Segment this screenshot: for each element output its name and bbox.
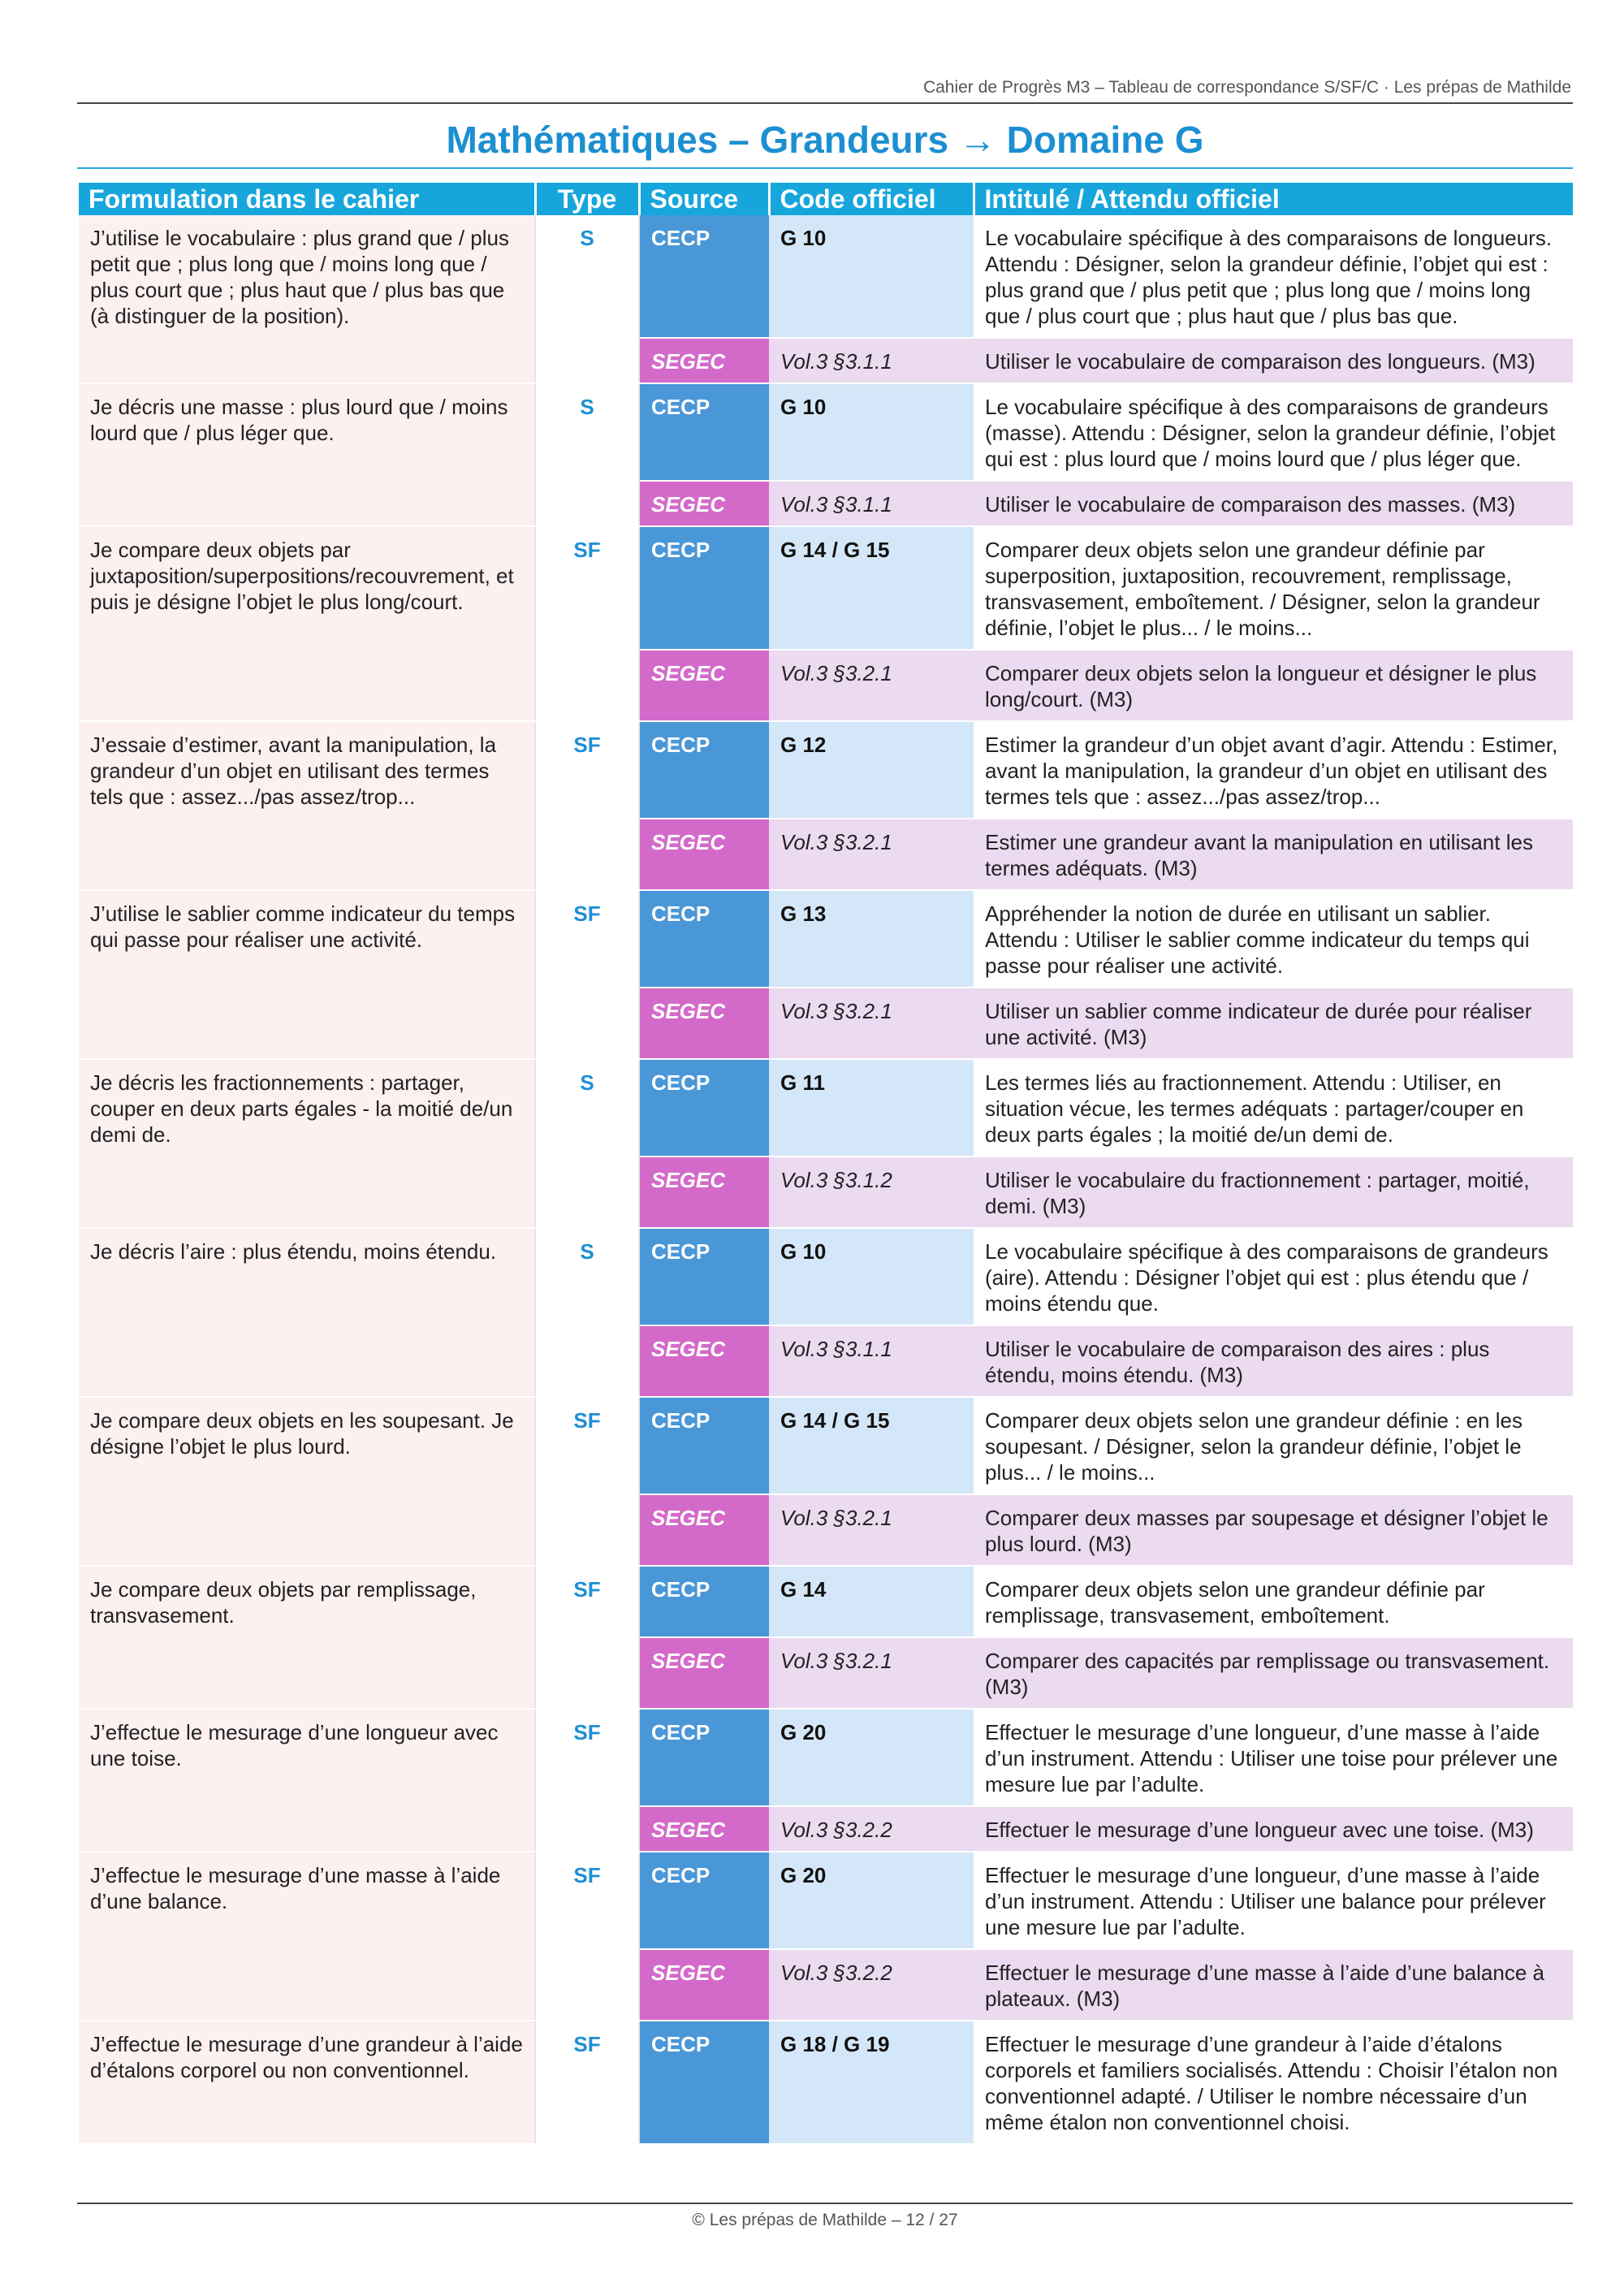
cell-code: G 10 xyxy=(769,215,974,338)
cell-code: G 20 xyxy=(769,1709,974,1806)
cell-intitule: Effectuer le mesurage d’une longueur avec une toise. (M3) xyxy=(974,1806,1573,1852)
cell-source: SEGEC xyxy=(639,819,769,890)
col-header-intitule: Intitulé / Attendu officiel xyxy=(974,183,1573,215)
table-row xyxy=(79,1397,1573,1494)
col-header-formulation: Formulation dans le cahier xyxy=(79,183,535,215)
cell-intitule: Utiliser le vocabulaire de comparaison des aires : plus étendu, moins étendu. (M3) xyxy=(974,1325,1573,1397)
cell-intitule: Utiliser le vocabulaire du fractionnement : partager, moitié, demi. (M3) xyxy=(974,1156,1573,1228)
cell-source: CECP xyxy=(639,2021,769,2144)
table-row xyxy=(79,1059,1573,1156)
table-header xyxy=(79,183,1573,215)
cell-source: SEGEC xyxy=(639,1806,769,1852)
col-header-type: Type xyxy=(535,183,639,215)
correspondence-table xyxy=(79,183,1573,2145)
cell-type-badge: S xyxy=(535,383,639,526)
cell-source: SEGEC xyxy=(639,1637,769,1709)
cell-formulation: J’effectue le mesurage d’une longueur avec une toise. xyxy=(79,1709,535,1852)
cell-code: G 14 / G 15 xyxy=(769,526,974,650)
page-title: Mathématiques – Grandeurs → Domaine G xyxy=(446,119,1204,161)
cell-intitule: Effectuer le mesurage d’une longueur, d’une masse à l’aide d’un instrument. Attendu : Utiliser une balance pour prélever une mesure lue par l’adulte. xyxy=(974,1852,1573,1949)
cell-code: Vol.3 §3.1.1 xyxy=(769,1325,974,1397)
cell-formulation: Je décris les fractionnements : partager, couper en deux parts égales - la moitié de/un demi de. xyxy=(79,1059,535,1228)
title-divider xyxy=(77,167,1573,169)
cell-intitule: Utiliser le vocabulaire de comparaison des longueurs. (M3) xyxy=(974,338,1573,383)
cell-formulation: J’essaie d’estimer, avant la manipulation, la grandeur d’un objet en utilisant des termes tels que : assez.../pas assez/trop... xyxy=(79,721,535,890)
cell-source: SEGEC xyxy=(639,1949,769,2021)
cell-source: CECP xyxy=(639,1228,769,1325)
cell-code: Vol.3 §3.2.1 xyxy=(769,1637,974,1709)
cell-formulation: Je compare deux objets par juxtaposition/superpositions/recouvrement, et puis je désigne l’objet le plus long/court. xyxy=(79,526,535,721)
cell-source: SEGEC xyxy=(639,481,769,526)
table-row xyxy=(79,1228,1573,1325)
cell-intitule: Comparer deux objets selon la longueur et désigner le plus long/court. (M3) xyxy=(974,650,1573,721)
cell-intitule: Estimer une grandeur avant la manipulation en utilisant les termes adéquats. (M3) xyxy=(974,819,1573,890)
cell-type-badge: SF xyxy=(535,1397,639,1566)
cell-source: CECP xyxy=(639,1852,769,1949)
cell-source: SEGEC xyxy=(639,1325,769,1397)
cell-source: CECP xyxy=(639,1059,769,1156)
cell-type-badge: SF xyxy=(535,1709,639,1852)
footer-divider xyxy=(77,2203,1573,2204)
cell-source: CECP xyxy=(639,1566,769,1637)
cell-intitule: Comparer deux objets selon une grandeur définie par remplissage, transvasement, emboîtement. xyxy=(974,1566,1573,1637)
cell-source: SEGEC xyxy=(639,988,769,1059)
cell-type-badge: SF xyxy=(535,1852,639,2021)
cell-intitule: Utiliser un sablier comme indicateur de durée pour réaliser une activité. (M3) xyxy=(974,988,1573,1059)
cell-intitule: Comparer des capacités par remplissage ou transvasement. (M3) xyxy=(974,1637,1573,1709)
cell-code: Vol.3 §3.2.2 xyxy=(769,1949,974,2021)
cell-code: G 18 / G 19 xyxy=(769,2021,974,2144)
cell-source: CECP xyxy=(639,215,769,338)
cell-type-badge: SF xyxy=(535,890,639,1059)
cell-source: SEGEC xyxy=(639,1156,769,1228)
table-row xyxy=(79,383,1573,481)
cell-type-badge: SF xyxy=(535,721,639,890)
cell-source: SEGEC xyxy=(639,650,769,721)
col-header-code: Code officiel xyxy=(769,183,974,215)
cell-formulation: Je décris une masse : plus lourd que / moins lourd que / plus léger que. xyxy=(79,383,535,526)
cell-code: G 10 xyxy=(769,1228,974,1325)
cell-code: G 20 xyxy=(769,1852,974,1949)
cell-code: Vol.3 §3.1.2 xyxy=(769,1156,974,1228)
cell-intitule: Effectuer le mesurage d’une masse à l’aide d’une balance à plateaux. (M3) xyxy=(974,1949,1573,2021)
cell-intitule: Effectuer le mesurage d’une grandeur à l’aide d’étalons corporels et familiers socialisés. Attendu : Choisir l’étalon non conventionnel adapté. / Utiliser le nombre nécessaire d’un même étalon non conventionnel choisi. xyxy=(974,2021,1573,2144)
table-row xyxy=(79,721,1573,819)
cell-intitule: Comparer deux objets selon une grandeur définie : en les soupesant. / Désigner, selon la grandeur définie, l’objet le plus... / le moins... xyxy=(974,1397,1573,1494)
cell-type-badge: SF xyxy=(535,1566,639,1709)
cell-intitule: Estimer la grandeur d’un objet avant d’agir. Attendu : Estimer, avant la manipulation, la grandeur d’un objet en utilisant des termes tels que : assez.../pas assez/trop... xyxy=(974,721,1573,819)
table-row xyxy=(79,215,1573,338)
table-row xyxy=(79,1709,1573,1806)
cell-formulation: J’utilise le sablier comme indicateur du temps qui passe pour réaliser une activité. xyxy=(79,890,535,1059)
cell-code: G 13 xyxy=(769,890,974,988)
cell-type-badge: SF xyxy=(535,526,639,721)
cell-source: SEGEC xyxy=(639,1494,769,1566)
cell-intitule: Effectuer le mesurage d’une longueur, d’une masse à l’aide d’un instrument. Attendu : Utiliser une toise pour prélever une mesure lue par l’adulte. xyxy=(974,1709,1573,1806)
cell-source: CECP xyxy=(639,1397,769,1494)
cell-code: G 11 xyxy=(769,1059,974,1156)
cell-intitule: Le vocabulaire spécifique à des comparaisons de longueurs. Attendu : Désigner, selon la grandeur définie, l’objet qui est : plus grand que / plus petit que ; plus long que / moins long que / plus court que ; plus haut que / plus bas que. xyxy=(974,215,1573,338)
cell-code: Vol.3 §3.1.1 xyxy=(769,481,974,526)
cell-code: Vol.3 §3.2.1 xyxy=(769,1494,974,1566)
table-row xyxy=(79,1566,1573,1637)
table-row xyxy=(79,2021,1573,2144)
cell-intitule: Utiliser le vocabulaire de comparaison des masses. (M3) xyxy=(974,481,1573,526)
cell-code: G 14 / G 15 xyxy=(769,1397,974,1494)
cell-formulation: J’effectue le mesurage d’une grandeur à l’aide d’étalons corporel ou non conventionnel. xyxy=(79,2021,535,2144)
cell-code: Vol.3 §3.2.1 xyxy=(769,819,974,890)
cell-intitule: Le vocabulaire spécifique à des comparaisons de grandeurs (aire). Attendu : Désigner l’objet qui est : plus étendu que / moins étendu que. xyxy=(974,1228,1573,1325)
page-footer: © Les prépas de Mathilde – 12 / 27 xyxy=(692,2211,958,2229)
cell-code: Vol.3 §3.1.1 xyxy=(769,338,974,383)
cell-intitule: Comparer deux masses par soupesage et désigner l’objet le plus lourd. (M3) xyxy=(974,1494,1573,1566)
cell-source: CECP xyxy=(639,890,769,988)
cell-type-badge: S xyxy=(535,1059,639,1228)
cell-formulation: J’utilise le vocabulaire : plus grand que / plus petit que ; plus long que / moins long que / plus court que ; plus haut que / plus bas que (à distinguer de la position). xyxy=(79,215,535,383)
cell-intitule: Les termes liés au fractionnement. Attendu : Utiliser, en situation vécue, les termes adéquats : partager/couper en deux parts égales ; la moitié de/un demi de. xyxy=(974,1059,1573,1156)
cell-source: CECP xyxy=(639,526,769,650)
cell-source: CECP xyxy=(639,383,769,481)
cell-code: Vol.3 §3.2.1 xyxy=(769,988,974,1059)
cell-type-badge: S xyxy=(535,1228,639,1397)
table-row xyxy=(79,1852,1573,1949)
cell-intitule: Appréhender la notion de durée en utilisant un sablier. Attendu : Utiliser le sablier comme indicateur du temps qui passe pour réaliser une activité. xyxy=(974,890,1573,988)
table-row xyxy=(79,526,1573,650)
cell-code: Vol.3 §3.2.1 xyxy=(769,650,974,721)
cell-code: G 10 xyxy=(769,383,974,481)
cell-code: G 14 xyxy=(769,1566,974,1637)
cell-source: CECP xyxy=(639,721,769,819)
cell-intitule: Le vocabulaire spécifique à des comparaisons de grandeurs (masse). Attendu : Désigner, selon la grandeur définie, l’objet qui est : plus lourd que / moins lourd que / plus léger que. xyxy=(974,383,1573,481)
cell-formulation: Je décris l’aire : plus étendu, moins étendu. xyxy=(79,1228,535,1397)
cell-formulation: Je compare deux objets par remplissage, transvasement. xyxy=(79,1566,535,1709)
cell-formulation: J’effectue le mesurage d’une masse à l’aide d’une balance. xyxy=(79,1852,535,2021)
cell-type-badge: S xyxy=(535,215,639,383)
cell-source: CECP xyxy=(639,1709,769,1806)
cell-formulation: Je compare deux objets en les soupesant. Je désigne l’objet le plus lourd. xyxy=(79,1397,535,1566)
running-header: Cahier de Progrès M3 – Tableau de correspondance S/SF/C · Les prépas de Mathilde xyxy=(922,78,1571,97)
table-body xyxy=(79,215,1573,2144)
cell-intitule: Comparer deux objets selon une grandeur définie par superposition, juxtaposition, recouvrement, remplissage, transvasement, emboîtement. / Désigner, selon la grandeur définie, l’objet le plus... / le moins... xyxy=(974,526,1573,650)
col-header-source: Source xyxy=(639,183,769,215)
cell-code: Vol.3 §3.2.2 xyxy=(769,1806,974,1852)
cell-code: G 12 xyxy=(769,721,974,819)
table-row xyxy=(79,890,1573,988)
cell-source: SEGEC xyxy=(639,338,769,383)
cell-type-badge: SF xyxy=(535,2021,639,2144)
header-divider xyxy=(77,102,1573,104)
